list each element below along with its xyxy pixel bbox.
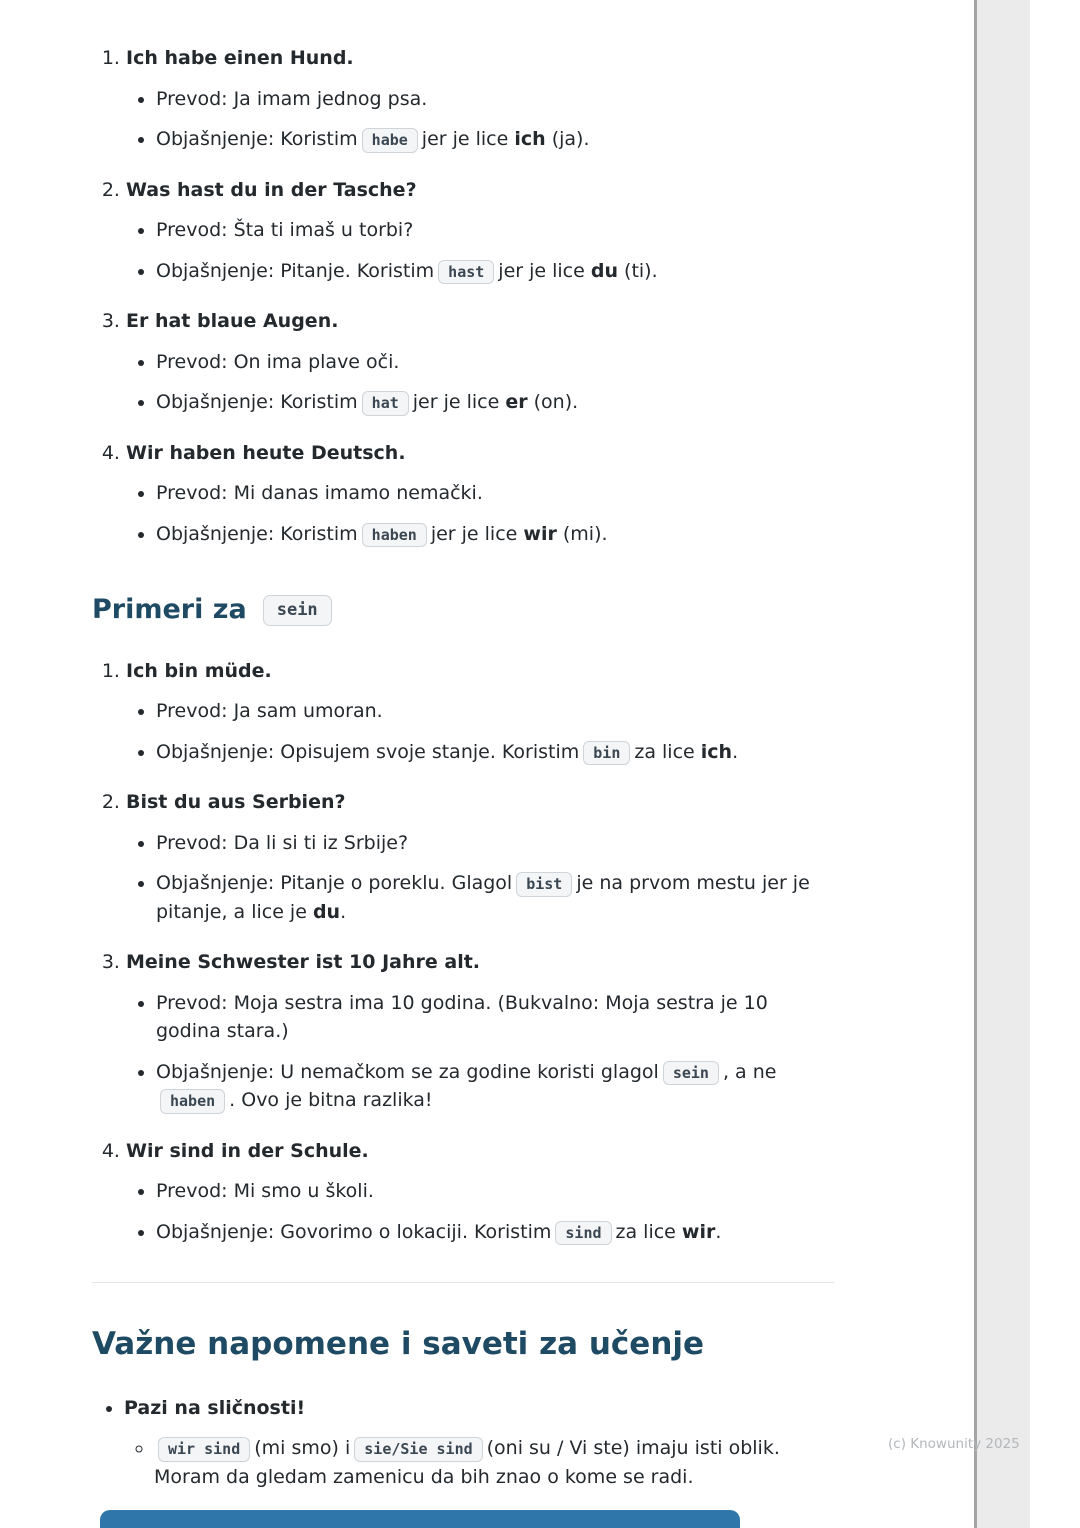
note-item	[124, 1394, 834, 1492]
text-segment: jer je lice	[498, 259, 591, 282]
text-segment: Objašnjenje: Koristim	[156, 128, 358, 150]
inline-code-chip: haben	[160, 1089, 225, 1114]
prevod-line	[156, 829, 834, 858]
text-segment: Prevod: Ja imam jednog psa.	[156, 87, 428, 110]
emphasized-word: wir	[681, 1220, 716, 1243]
example-item	[126, 307, 834, 417]
objasnjenje-line	[156, 388, 834, 417]
example-item	[126, 657, 834, 767]
text-segment: Prevod: Šta ti imaš u torbi?	[156, 219, 414, 241]
inline-code-chip: habe	[362, 128, 418, 153]
haben-examples-list	[92, 44, 834, 548]
text-segment: Objašnjenje: Pitanje o poreklu. Glagol	[156, 872, 513, 894]
objasnjenje-line	[156, 1218, 834, 1247]
text-segment: (mi smo) i	[254, 1437, 351, 1459]
example-item	[126, 176, 834, 286]
inline-code-chip: wir sind	[158, 1437, 250, 1462]
watermark-text: (c) Knowunity 2025	[888, 1436, 1020, 1452]
objasnjenje-line	[156, 520, 834, 549]
example-sentence: Er hat blaue Augen.	[126, 310, 339, 332]
example-item	[126, 948, 834, 1115]
inline-code-chip: hat	[362, 391, 409, 416]
emphasized-word: wir	[523, 522, 557, 545]
example-item	[126, 439, 834, 549]
prevod-line	[156, 697, 834, 726]
heading-code-chip: sein	[263, 595, 332, 626]
inline-code-chip: hast	[438, 260, 494, 285]
example-sentence: Wir sind in der Schule.	[126, 1139, 369, 1162]
text-segment: .	[340, 900, 347, 923]
text-segment: Prevod: Ja sam umoran.	[156, 700, 383, 722]
prevod-line	[156, 1177, 834, 1206]
document-content	[92, 44, 834, 1503]
objasnjenje-line	[156, 125, 834, 154]
example-item	[126, 1137, 834, 1247]
example-item	[126, 44, 834, 154]
prevod-line	[156, 479, 834, 508]
emphasized-word: er	[505, 391, 528, 413]
text-segment: jer je lice	[421, 128, 515, 150]
text-segment: Prevod: Mi danas imamo nemački.	[156, 482, 483, 504]
inline-code-chip: sein	[663, 1061, 719, 1086]
text-segment: , a ne	[722, 1060, 777, 1083]
text-segment: Objašnjenje: Govorimo o lokaciji. Koristim	[156, 1220, 552, 1243]
text-segment: .	[715, 1220, 722, 1243]
note-title: Pazi na sličnosti!	[124, 1396, 306, 1419]
heading-text: Primeri za	[92, 594, 247, 625]
text-segment: (oni su / Vi ste) imaju isti oblik. Moram da gledam zamenicu da bih znao o kome se radi.	[154, 1437, 780, 1488]
text-segment: (ja).	[545, 128, 590, 150]
inline-code-chip: sind	[555, 1221, 611, 1246]
inline-code-chip: sie/Sie sind	[354, 1437, 482, 1462]
text-segment: je na prvom mestu jer je pitanje, a lice je	[156, 872, 810, 923]
text-segment: Prevod: Moja sestra ima 10 godina. (Bukvalno: Moja sestra je 10 godina stara.)	[156, 991, 768, 1042]
text-segment: jer je lice	[430, 522, 524, 545]
objasnjenje-line	[156, 869, 834, 926]
text-segment: jer je lice	[412, 391, 506, 413]
section-heading-primeri-za-sein	[92, 590, 834, 631]
emphasized-word: du	[312, 900, 341, 923]
sein-examples-list	[92, 657, 834, 1247]
text-segment: (mi).	[556, 522, 608, 545]
objasnjenje-line	[156, 1058, 834, 1115]
note-subbullet	[154, 1434, 834, 1491]
notes-heading: Važne napomene i saveti za učenje	[92, 1326, 705, 1362]
inline-code-chip: haben	[362, 523, 427, 548]
prevod-line	[156, 216, 834, 245]
example-sentence: Wir haben heute Deutsch.	[126, 441, 406, 464]
prevod-line	[156, 989, 834, 1046]
inline-code-chip: bist	[516, 872, 572, 897]
example-sentence: Ich bin müde.	[126, 659, 272, 682]
text-segment: (on).	[527, 391, 579, 413]
text-segment: Objašnjenje: Opisujem svoje stanje. Koristim	[156, 740, 580, 763]
text-segment: Objašnjenje: U nemačkom se za godine koristi glagol	[156, 1060, 659, 1083]
cutoff-blue-bar	[100, 1510, 740, 1528]
emphasized-word: ich	[700, 740, 733, 763]
scrollbar[interactable]	[974, 0, 1030, 1528]
section-divider	[92, 1282, 834, 1283]
text-segment: Objašnjenje: Pitanje. Koristim	[156, 259, 435, 282]
notes-list	[92, 1394, 834, 1492]
inline-code-chip: bin	[583, 741, 630, 766]
example-sentence: Meine Schwester ist 10 Jahre alt.	[126, 951, 481, 973]
text-segment: (ti).	[618, 259, 658, 282]
prevod-line	[156, 348, 834, 377]
text-segment: za lice	[634, 740, 701, 763]
example-sentence: Ich habe einen Hund.	[126, 47, 354, 69]
text-segment: .	[732, 740, 739, 763]
objasnjenje-line	[156, 738, 834, 767]
prevod-line	[156, 85, 834, 114]
text-segment: Prevod: Mi smo u školi.	[156, 1180, 374, 1202]
text-segment: Objašnjenje: Koristim	[156, 391, 358, 413]
emphasized-word: du	[590, 259, 618, 282]
text-segment: Prevod: On ima plave oči.	[156, 350, 400, 373]
emphasized-word: ich	[514, 128, 546, 150]
text-segment: za lice	[615, 1220, 682, 1243]
example-item	[126, 788, 834, 926]
example-sentence: Was hast du in der Tasche?	[126, 178, 417, 201]
text-segment: Prevod: Da li si ti iz Srbije?	[156, 831, 409, 854]
text-segment: Objašnjenje: Koristim	[156, 522, 358, 545]
example-sentence: Bist du aus Serbien?	[126, 791, 346, 813]
objasnjenje-line	[156, 257, 834, 286]
text-segment: . Ovo je bitna razlika!	[229, 1089, 433, 1111]
